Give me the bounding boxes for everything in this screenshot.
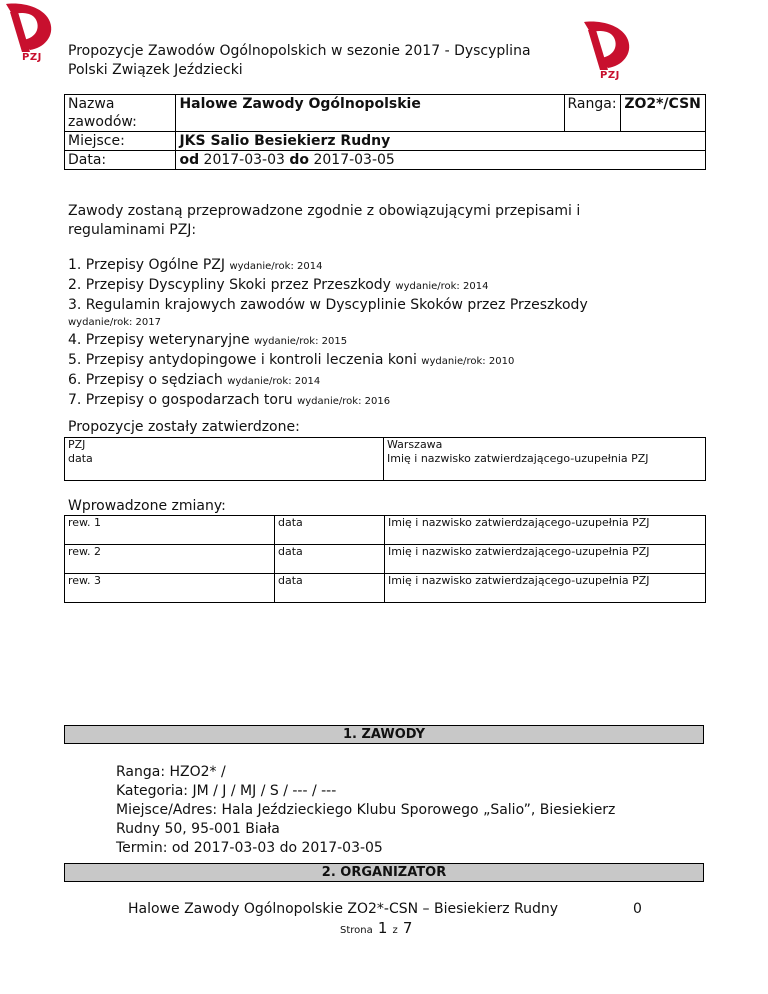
rev-date: data (275, 516, 385, 545)
regulation-edition: wydanie/rok: 2017 (68, 317, 162, 328)
regulation-edition: wydanie/rok: 2010 (421, 356, 515, 367)
regulation-title: 6. Przepisy o sędziach (68, 372, 223, 388)
regulation-item (68, 331, 708, 351)
page-total: 7 (402, 919, 413, 937)
rev-cell: rew. 1 (65, 516, 275, 545)
table-row (65, 545, 706, 574)
page-of: z (392, 925, 398, 936)
page-number (340, 918, 412, 937)
place-value: JKS Salio Besiekierz Rudny (176, 132, 706, 151)
regulation-item (68, 276, 708, 296)
section-1-title: 1. ZAWODY (64, 725, 704, 744)
regulation-item (68, 371, 708, 391)
rank-value: ZO2*/CSN (621, 95, 706, 132)
section-1-body (116, 763, 706, 858)
regulation-title: 5. Przepisy antydopingowe i kontroli leczenia koni (68, 352, 417, 368)
date-to-word: do (289, 152, 310, 168)
footer-zero: 0 (633, 901, 642, 917)
rev-cell: rew. 3 (65, 574, 275, 603)
regulation-item (68, 296, 708, 335)
event-info-table (64, 94, 706, 170)
date-label: Data: (65, 151, 176, 170)
date-from-word: od (179, 152, 200, 168)
regulation-item (68, 351, 708, 371)
regulation-edition: wydanie/rok: 2014 (229, 261, 323, 272)
regulation-title: 2. Przepisy Dyscypliny Skoki przez Przeszkody (68, 277, 391, 293)
rev-date: data (275, 545, 385, 574)
regulation-item (68, 256, 708, 276)
approval-org: PZJ (68, 438, 86, 451)
regulation-title: 1. Przepisy Ogólne PZJ (68, 257, 225, 273)
date-from: 2017-03-03 (203, 152, 285, 168)
approval-left (65, 438, 384, 481)
regulation-item (68, 391, 708, 411)
changes-table (64, 515, 706, 603)
regulations-list (68, 256, 708, 411)
table-row (65, 516, 706, 545)
section-1-line: Termin: od 2017-03-03 do 2017-03-05 (116, 840, 383, 856)
rev-signer: Imię i nazwisko zatwierdzającego-uzupełnia PZJ (385, 516, 706, 545)
regulation-title: 4. Przepisy weterynaryjne (68, 332, 250, 348)
pzj-logo-right (578, 18, 638, 88)
rev-signer: Imię i nazwisko zatwierdzającego-uzupełnia PZJ (385, 545, 706, 574)
section-2-title: 2. ORGANIZATOR (64, 863, 704, 882)
approval-right (384, 438, 706, 481)
header-line-2: Polski Związek Jeździecki (68, 62, 243, 78)
page-word: Strona (340, 925, 373, 936)
logo-text-right: PZJ (600, 70, 620, 81)
approval-table (64, 437, 706, 481)
date-to: 2017-03-05 (313, 152, 395, 168)
page-current: 1 (377, 919, 388, 937)
regulation-title: 3. Regulamin krajowych zawodów w Dyscyplinie Skoków przez Przeszkody (68, 297, 588, 313)
changes-heading: Wprowadzone zmiany: (68, 498, 226, 514)
regulation-edition: wydanie/rok: 2015 (254, 336, 348, 347)
section-1-line: Kategoria: JM / J / MJ / S / --- / --- (116, 783, 337, 799)
rev-date: data (275, 574, 385, 603)
place-label: Miejsce: (65, 132, 176, 151)
approval-city: Warszawa (387, 438, 443, 451)
approval-signer: Imię i nazwisko zatwierdzającego-uzupełnia PZJ (387, 452, 649, 465)
date-value (176, 151, 706, 170)
name-value: Halowe Zawody Ogólnopolskie (176, 95, 564, 132)
rank-label: Ranga: (564, 95, 621, 132)
pzj-logo-left (0, 0, 60, 70)
approval-date: data (68, 452, 93, 465)
header-line-1: Propozycje Zawodów Ogólnopolskich w sezonie 2017 - Dyscyplina (68, 43, 531, 59)
section-1-line: Miejsce/Adres: Hala Jeździeckiego Klubu Sporowego „Salio”, Biesiekierz (116, 802, 616, 818)
approval-heading: Propozycje zostały zatwierdzone: (68, 419, 300, 435)
section-1-line: Rudny 50, 95-001 Biała (116, 821, 280, 837)
footer-text: Halowe Zawody Ogólnopolskie ZO2*-CSN – Biesiekierz Rudny (128, 901, 559, 917)
table-row (65, 574, 706, 603)
regulation-edition: wydanie/rok: 2014 (227, 376, 321, 387)
intro-text: Zawody zostaną przeprowadzone zgodnie z obowiązującymi przepisami i regulaminami PZJ: (68, 203, 581, 238)
section-1-line: Ranga: HZO2* / (116, 764, 226, 780)
name-label: Nazwa zawodów: (65, 95, 176, 132)
rev-signer: Imię i nazwisko zatwierdzającego-uzupełnia PZJ (385, 574, 706, 603)
rev-cell: rew. 2 (65, 545, 275, 574)
regulation-edition: wydanie/rok: 2014 (395, 281, 489, 292)
regulation-title: 7. Przepisy o gospodarzach toru (68, 392, 293, 408)
regulation-edition: wydanie/rok: 2016 (297, 396, 391, 407)
logo-text: PZJ (22, 52, 42, 63)
